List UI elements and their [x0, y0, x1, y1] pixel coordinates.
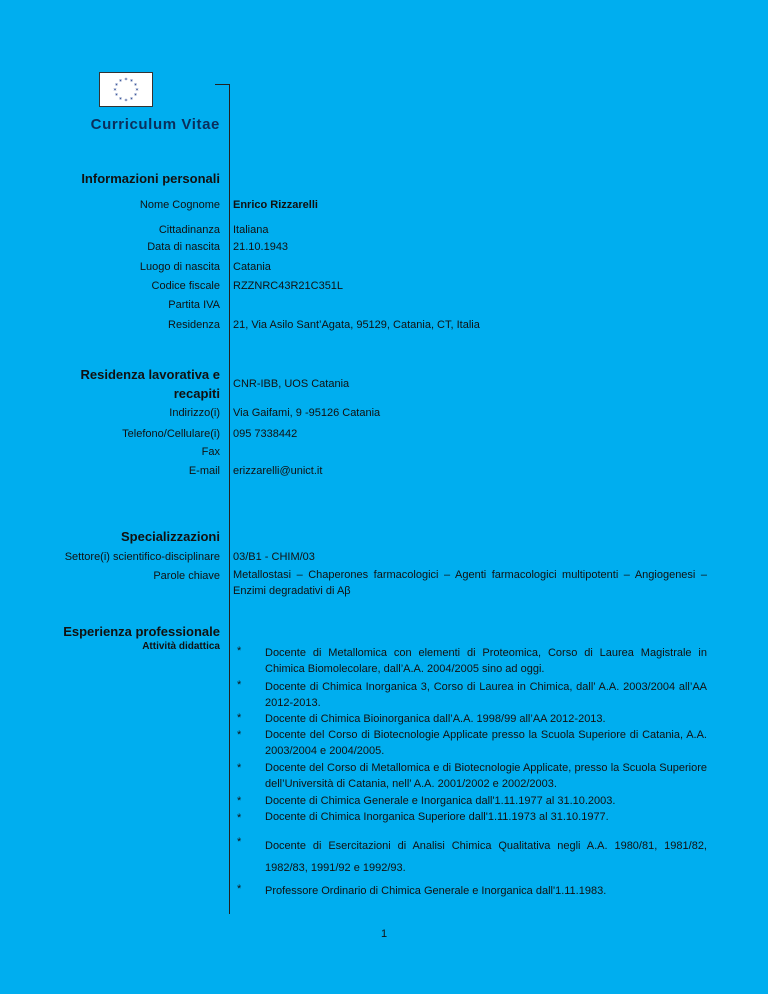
list-item: Docente del Corso di Biotecnologie Applicate presso la Scuola Superiore di Catania, A.A. 2003/2004 e 2004/2005.: [265, 729, 707, 757]
eu-flag-logo: [99, 72, 153, 107]
list-item: Docente di Chimica Inorganica Superiore dall'1.11.1973 al 31.10.1977.: [265, 811, 609, 823]
list-item: Professore Ordinario di Chimica Generale e Inorganica dall'1.11.1983.: [265, 885, 607, 897]
svg-text:*: *: [119, 78, 122, 86]
vertical-divider: [229, 84, 230, 914]
label-name: Nome Cognome: [139, 199, 220, 211]
bullet-icon: *: [237, 762, 242, 774]
bullet-icon: *: [237, 883, 242, 895]
value-name: Enrico Rizzarelli: [233, 199, 318, 211]
label-sector: Settore(i) scientifico-disciplinare: [64, 551, 220, 563]
label-birthplace: Luogo di nascita: [139, 261, 220, 273]
work-heading-line2: recapiti: [173, 386, 220, 401]
label-residence: Residenza: [168, 319, 220, 331]
value-birthplace: Catania: [233, 261, 271, 273]
value-residence: 21, Via Asilo Sant’Agata, 95129, Catania, CT, Italia: [233, 319, 480, 331]
value-birthdate: 21.10.1943: [233, 241, 289, 253]
label-email: E-mail: [188, 465, 220, 477]
bullet-icon: *: [237, 645, 242, 657]
list-item: Docente di Chimica Generale e Inorganica dall'1.11.1977 al 31.10.2003.: [265, 795, 616, 807]
svg-text:*: *: [130, 96, 133, 104]
svg-text:*: *: [119, 96, 122, 104]
svg-text:*: *: [130, 78, 133, 86]
value-keywords: Metallostasi – Chaperones farmacologici – Agenti farmacologici multipotenti – Angiogenesi – Enzimi degradativi di Aβ: [233, 569, 707, 597]
work-heading-line1: Residenza lavorativa e: [80, 367, 220, 382]
svg-text:*: *: [124, 98, 128, 105]
svg-text:*: *: [113, 87, 117, 95]
svg-text:*: *: [115, 92, 118, 100]
page-number: 1: [380, 928, 388, 940]
bullet-icon: *: [237, 729, 242, 741]
value-citizenship: Italiana: [233, 224, 269, 236]
section-heading-personal: Informazioni personali: [81, 171, 220, 186]
list-item: Docente di Chimica Bioinorganica dall’A.A. 1998/99 all’AA 2012-2013.: [265, 713, 606, 725]
label-tax-code: Codice fiscale: [151, 280, 220, 292]
label-birthdate: Data di nascita: [147, 241, 220, 253]
divider-hook: [215, 84, 230, 85]
svg-text:*: *: [134, 82, 137, 90]
value-workplace: CNR-IBB, UOS Catania: [233, 378, 350, 390]
bullet-icon: *: [237, 679, 242, 691]
bullet-icon: *: [237, 795, 242, 807]
label-keywords: Parole chiave: [153, 570, 220, 582]
star-circle-icon: [100, 73, 152, 106]
svg-text:*: *: [134, 92, 137, 100]
value-phone: 095 7338442: [233, 428, 298, 440]
page-title: Curriculum Vitae: [90, 116, 220, 133]
bullet-icon: *: [237, 836, 242, 848]
label-fax: Fax: [201, 446, 220, 458]
svg-text:*: *: [124, 77, 128, 84]
list-item: Docente di Esercitazioni di Analisi Chimica Qualitativa negli A.A. 1980/81, 1981/82, 1982/83, 1991/92 e 1992/93.: [265, 840, 707, 874]
bullet-icon: *: [237, 812, 242, 824]
svg-text:*: *: [135, 87, 139, 95]
section-heading-work: [81, 365, 220, 403]
value-tax-code: RZZNRC43R21C351L: [233, 280, 344, 292]
bullet-icon: *: [237, 712, 242, 724]
value-sector: 03/B1 - CHIM/03: [233, 551, 315, 563]
section-heading-experience: Esperienza professionale: [63, 624, 220, 639]
svg-text:*: *: [115, 82, 118, 90]
label-phone: Telefono/Cellulare(i): [122, 428, 220, 440]
label-citizenship: Cittadinanza: [158, 224, 220, 236]
section-heading-specializations: Specializzazioni: [121, 529, 220, 544]
value-address: Via Gaifami, 9 -95126 Catania: [233, 407, 381, 419]
subheading-teaching: Attività didattica: [142, 641, 220, 652]
value-email[interactable]: erizzarelli@unict.it: [233, 465, 323, 477]
label-address: Indirizzo(i): [169, 407, 220, 419]
list-item: Docente del Corso di Metallomica e di Biotecnologie Applicate, presso la Scuola Superiore dell’Università di Catania, nell’ A.A. 2001/2002 e 2002/2003.: [265, 762, 707, 790]
list-item: Docente di Metallomica con elementi di Proteomica, Corso di Laurea Magistrale in Chimica Biomolecolare, dall’A.A. 2004/2005 sino ad oggi.: [265, 647, 707, 675]
list-item: Docente di Chimica Inorganica 3, Corso di Laurea in Chimica, dall’ A.A. 2003/2004 all’AA 2012-2013.: [265, 681, 707, 709]
label-vat: Partita IVA: [168, 299, 220, 311]
